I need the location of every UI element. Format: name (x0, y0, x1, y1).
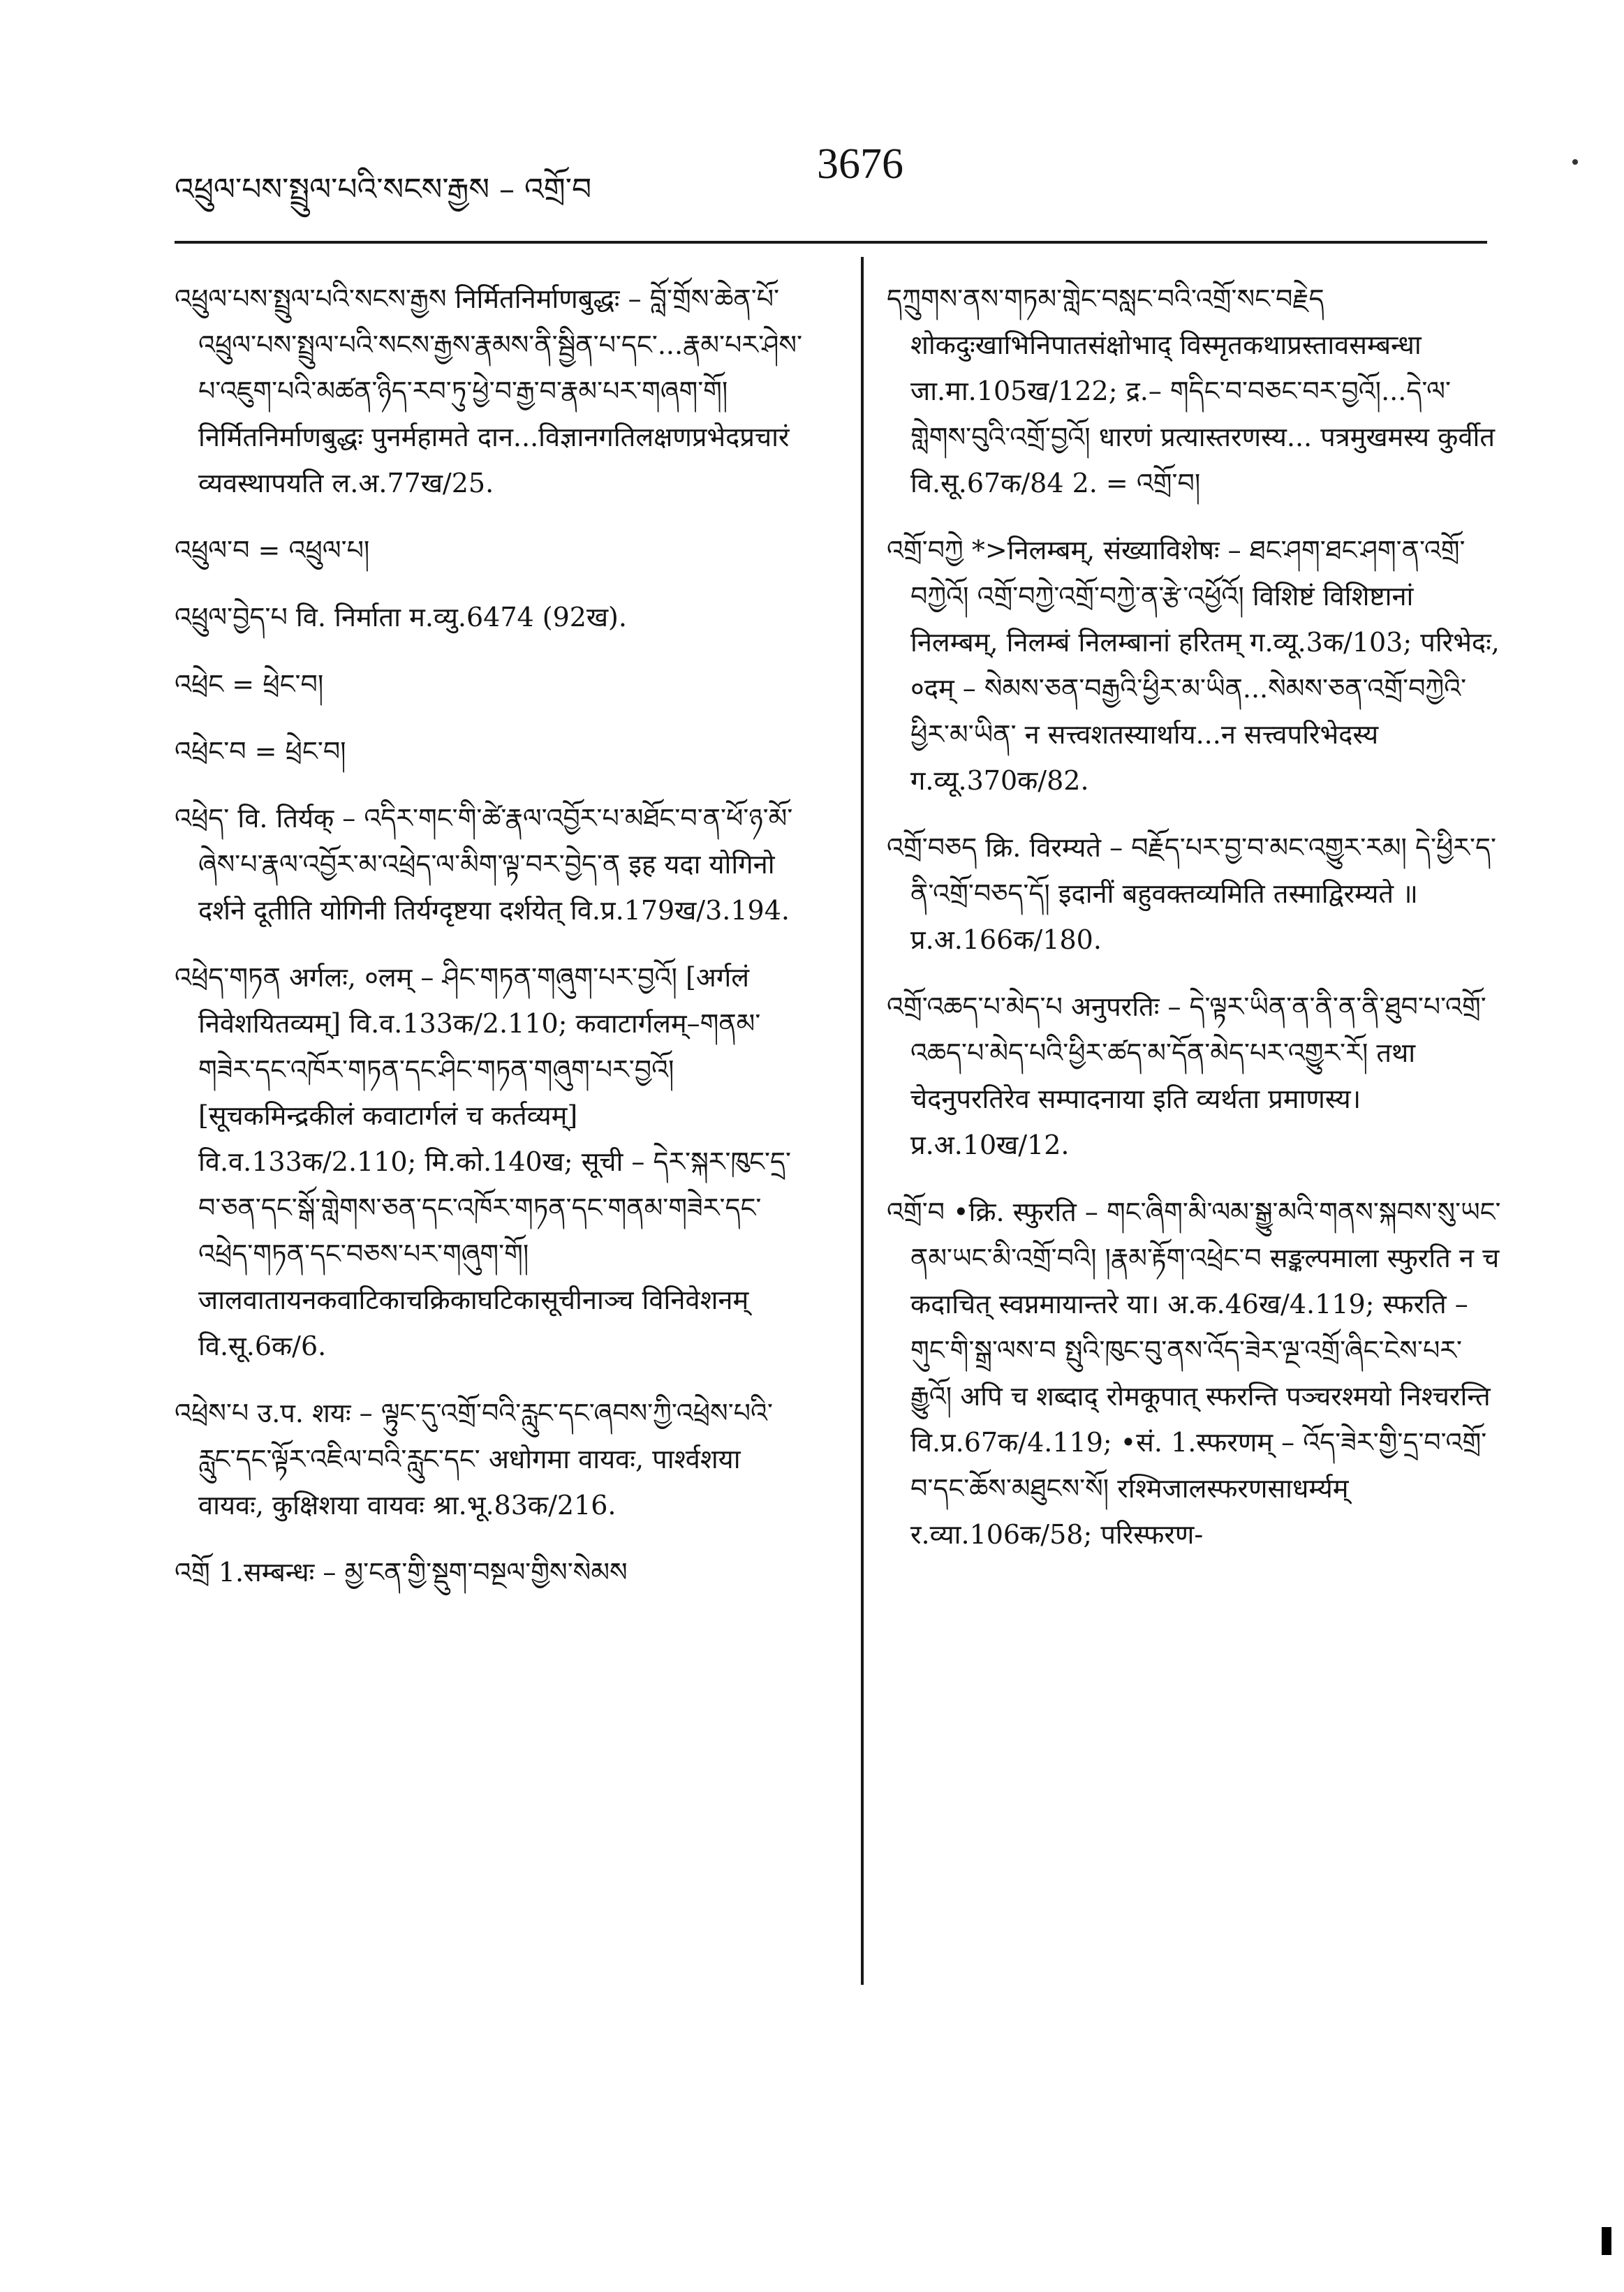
page-header (175, 140, 1487, 207)
left-column (175, 276, 803, 1616)
dictionary-entry: འཕྲེས་པ उ.प. शयः – ལྟུང་དུ་འགྲོ་བའི་རླུང་དང་ཞབས་ཀྱི་འཕྲེས་པའི་རླུང་དང་ལྟོར་འཇིལ་བའི་རླུང་དང་ अधोगमा वायवः, पार्श्वशया वायवः, कुक्षिशया वायवः श्रा.भू.83क/216. (175, 1398, 773, 1521)
dictionary-entry: དཀྲུགས་ནས་གཏམ་གླེང་བསླང་བའི་འགྲོ་སང་བརྗེད शोकदुःखाभिनिपातसंक्षोभाद् विस्मृतकथाप्रस्तावसम्बन्धा जा.मा.105ख/122; द्र.– གདིང་བ་བཅང་བར་བྱའོ།...དེ་ལ་གླེགས་བུའི་འགྲོ་བྱའོ། धारणं प्रत्यास्तरणस्य... पत्रमुखमस्य कुर्वीत वि.सू.67क/84 2. = འགྲོ་བ། (887, 283, 1495, 498)
dictionary-entry: འཕྲུལ་པས་སྤྲུལ་པའི་སངས་རྒྱས निर्मितनिर्माणबुद्धः – བློ་གྲོས་ཆེན་པོ་འཕྲུལ་པས་སྤྲུལ་པའི་སངས་རྒྱས་རྣམས་ནི་སྦྱིན་པ་དང་...རྣམ་པར་ཤེས་པ་འཇུག་པའི་མཚན་ཉིད་རབ་ཏུ་ཕྱེ་བ་རྒྱ་བ་རྣམ་པར་གཞག་གོ། निर्मितनिर्माणबुद्धः पुनर्महामते दान...विज्ञानगतिलक्षणप्रभेदप्रचारं व्यवस्थापयति ल.अ.77ख/25. (175, 283, 803, 498)
dictionary-entry: འཕྲེང = ཕྲེང་བ། (175, 669, 324, 700)
dictionary-entry: འགྲོ་འཆད་པ་མེད་པ अनुपरतिः – དེ་ལྟར་ཡིན་ན་ནི་ན་ནི་ཐུབ་པ་འགྲོ་འཆད་པ་མེད་པའི་ཕྱིར་ཚད་མ་དོན་མེད་པར་འགྱུར་རོ། तथा चेदनुपरतिरेव सम्पादनाया इति व्यर्थता प्रमाणस्य। प्र.अ.10ख/12. (887, 991, 1486, 1160)
corner-mark (1599, 2199, 1614, 2255)
column-divider (861, 257, 864, 1985)
dictionary-entry: འགྲོ་བཀྱེ *>निलम्बम्, संख्याविशेषः – ཐང་ཤག་ཐང་ཤག་ན་འགྲོ་བཀྱེའོ། འགྲོ་བཀྱེ་འགྲོ་བཀྱེ་ན་རྩེ་འཕྱོའོ། विशिष्टं विशिष्टानां निलम्बम्, निलम्बं निलम्बानां हरितम् ग.व्यू.3क/103; परिभेदः, ०दम् – སེམས་ཅན་བརྒྱའི་ཕྱིར་མ་ཡིན...སེམས་ཅན་འགྲོ་བཀྱེའི་ཕྱིར་མ་ཡིན་ न सत्त्वशतस्यार्थाय...न सत्त्वपरिभेदस्य ग.व्यू.370क/82. (887, 535, 1500, 796)
speck-mark (1572, 159, 1578, 165)
right-column (887, 276, 1501, 1578)
dictionary-entry: འགྲོ་བ •क्रि. स्फुरति – གང་ཞིག་མི་ལམ་སྒྱུ་མའི་གནས་སྐབས་སུ་ཡང་ནམ་ཡང་མི་འགྲོ་བའི། །རྣམ་རྟོག་འཕྲེང་བ सङ्कल्पमाला स्फुरति न च कदाचित् स्वप्नमायान्तरे या। अ.क.46ख/4.119; स्फरति – གུང་གི་སྒྲ་ལས་བ སྤུའི་ཁུང་བུ་ནས་འོད་ཟེར་ལྔ་འགྲོ་ཞིང་ངེས་པར་རྒྱུའོ། अपि च शब्दाद् रोमकूपात् स्फरन्ति पञ्चरश्मयो निश्चरन्ति वि.प्र.67क/4.119; •सं. 1.स्फरणम् – འོད་ཟེར་གྱི་དྲ་བ་འགྲོ་བ་དང་ཆོས་མཐུངས་སོ། रश्मिजालस्फरणसाधर्म्यम् र.व्या.106क/58; परिस्फरण- (887, 1197, 1501, 1550)
dictionary-entry: འགྲོ་བཅད क्रि. विरम्यते – བརྗོད་པར་བྱ་བ་མང་འགྱུར་རམ། དེ་ཕྱིར་ད་ནི་འགྲོ་བཅད་དོ། इदानीं बहुवक्तव्यमिति तस्माद्विरम्यते ॥ प्र.अ.166क/180. (887, 832, 1497, 955)
dictionary-entry: འཕྲེད་ वि. तिर्यक् – འདིར་གང་གི་ཚེ་རྣལ་འབྱོར་པ་མཐོང་བ་ན་ཕོ་ཉ་མོ་ཞེས་པ་རྣལ་འབྱོར་མ་འཕྲེད་ལ་མིག་ལྟ་བར་བྱེད་ན इह यदा योगिनो दर्शने दूतीति योगिनी तिर्यग्दृष्टया दर्शयेत् वि.प्र.179ख/3.194. (175, 803, 793, 926)
dictionary-entry: འཕྲུལ་བ = འཕྲུལ་པ། (175, 535, 370, 565)
page-number: 3676 (817, 140, 903, 188)
running-head: འཕྲུལ་པས་སྤྲུལ་པའི་སངས་རྒྱས – འགྲོ་བ (175, 172, 592, 207)
dictionary-entry: འཕྲེང་བ = ཕྲེང་བ། (175, 736, 346, 767)
dictionary-entry: འཕྲུལ་བྱེད་པ वि. निर्माता म.व्यु.6474 (92ख). (175, 602, 627, 633)
dictionary-entry: འཕྲེད་གཏན अर्गलः, ०लम् – ཤིང་གཏན་གཞུག་པར་བྱའོ། [अर्गलं निवेशयितव्यम्] वि.व.133क/2.110; कवाटार्गलम्–གནམ་གཟེར་དང་འཁོར་གཏན་དང་ཤིང་གཏན་གཞུག་པར་བྱའོ། [सूचकमिन्द्रकीलं कवाटार्गलं च कर्तव्यम्] वि.व.133क/2.110; मि.को.140ख; सूची – དེར་སྐར་ཁུང་དྲ་བ་ཅན་དང་སྒོ་གླེགས་ཅན་དང་འཁོར་གཏན་དང་གནམ་གཟེར་དང་འཕྲེད་གཏན་དང་བཅས་པར་གཞུག་གོ། जालवातायनकवाटिकाचक्रिकाघटिकासूचीनाञ्च विनिवेशनम् वि.सू.6क/6. (175, 962, 791, 1361)
header-rule (175, 241, 1487, 244)
dictionary-entry: འགྲོ 1.सम्बन्धः – མྱ་ངན་གྱི་སྡུག་བསྔལ་གྱིས་སེམས (175, 1557, 628, 1588)
